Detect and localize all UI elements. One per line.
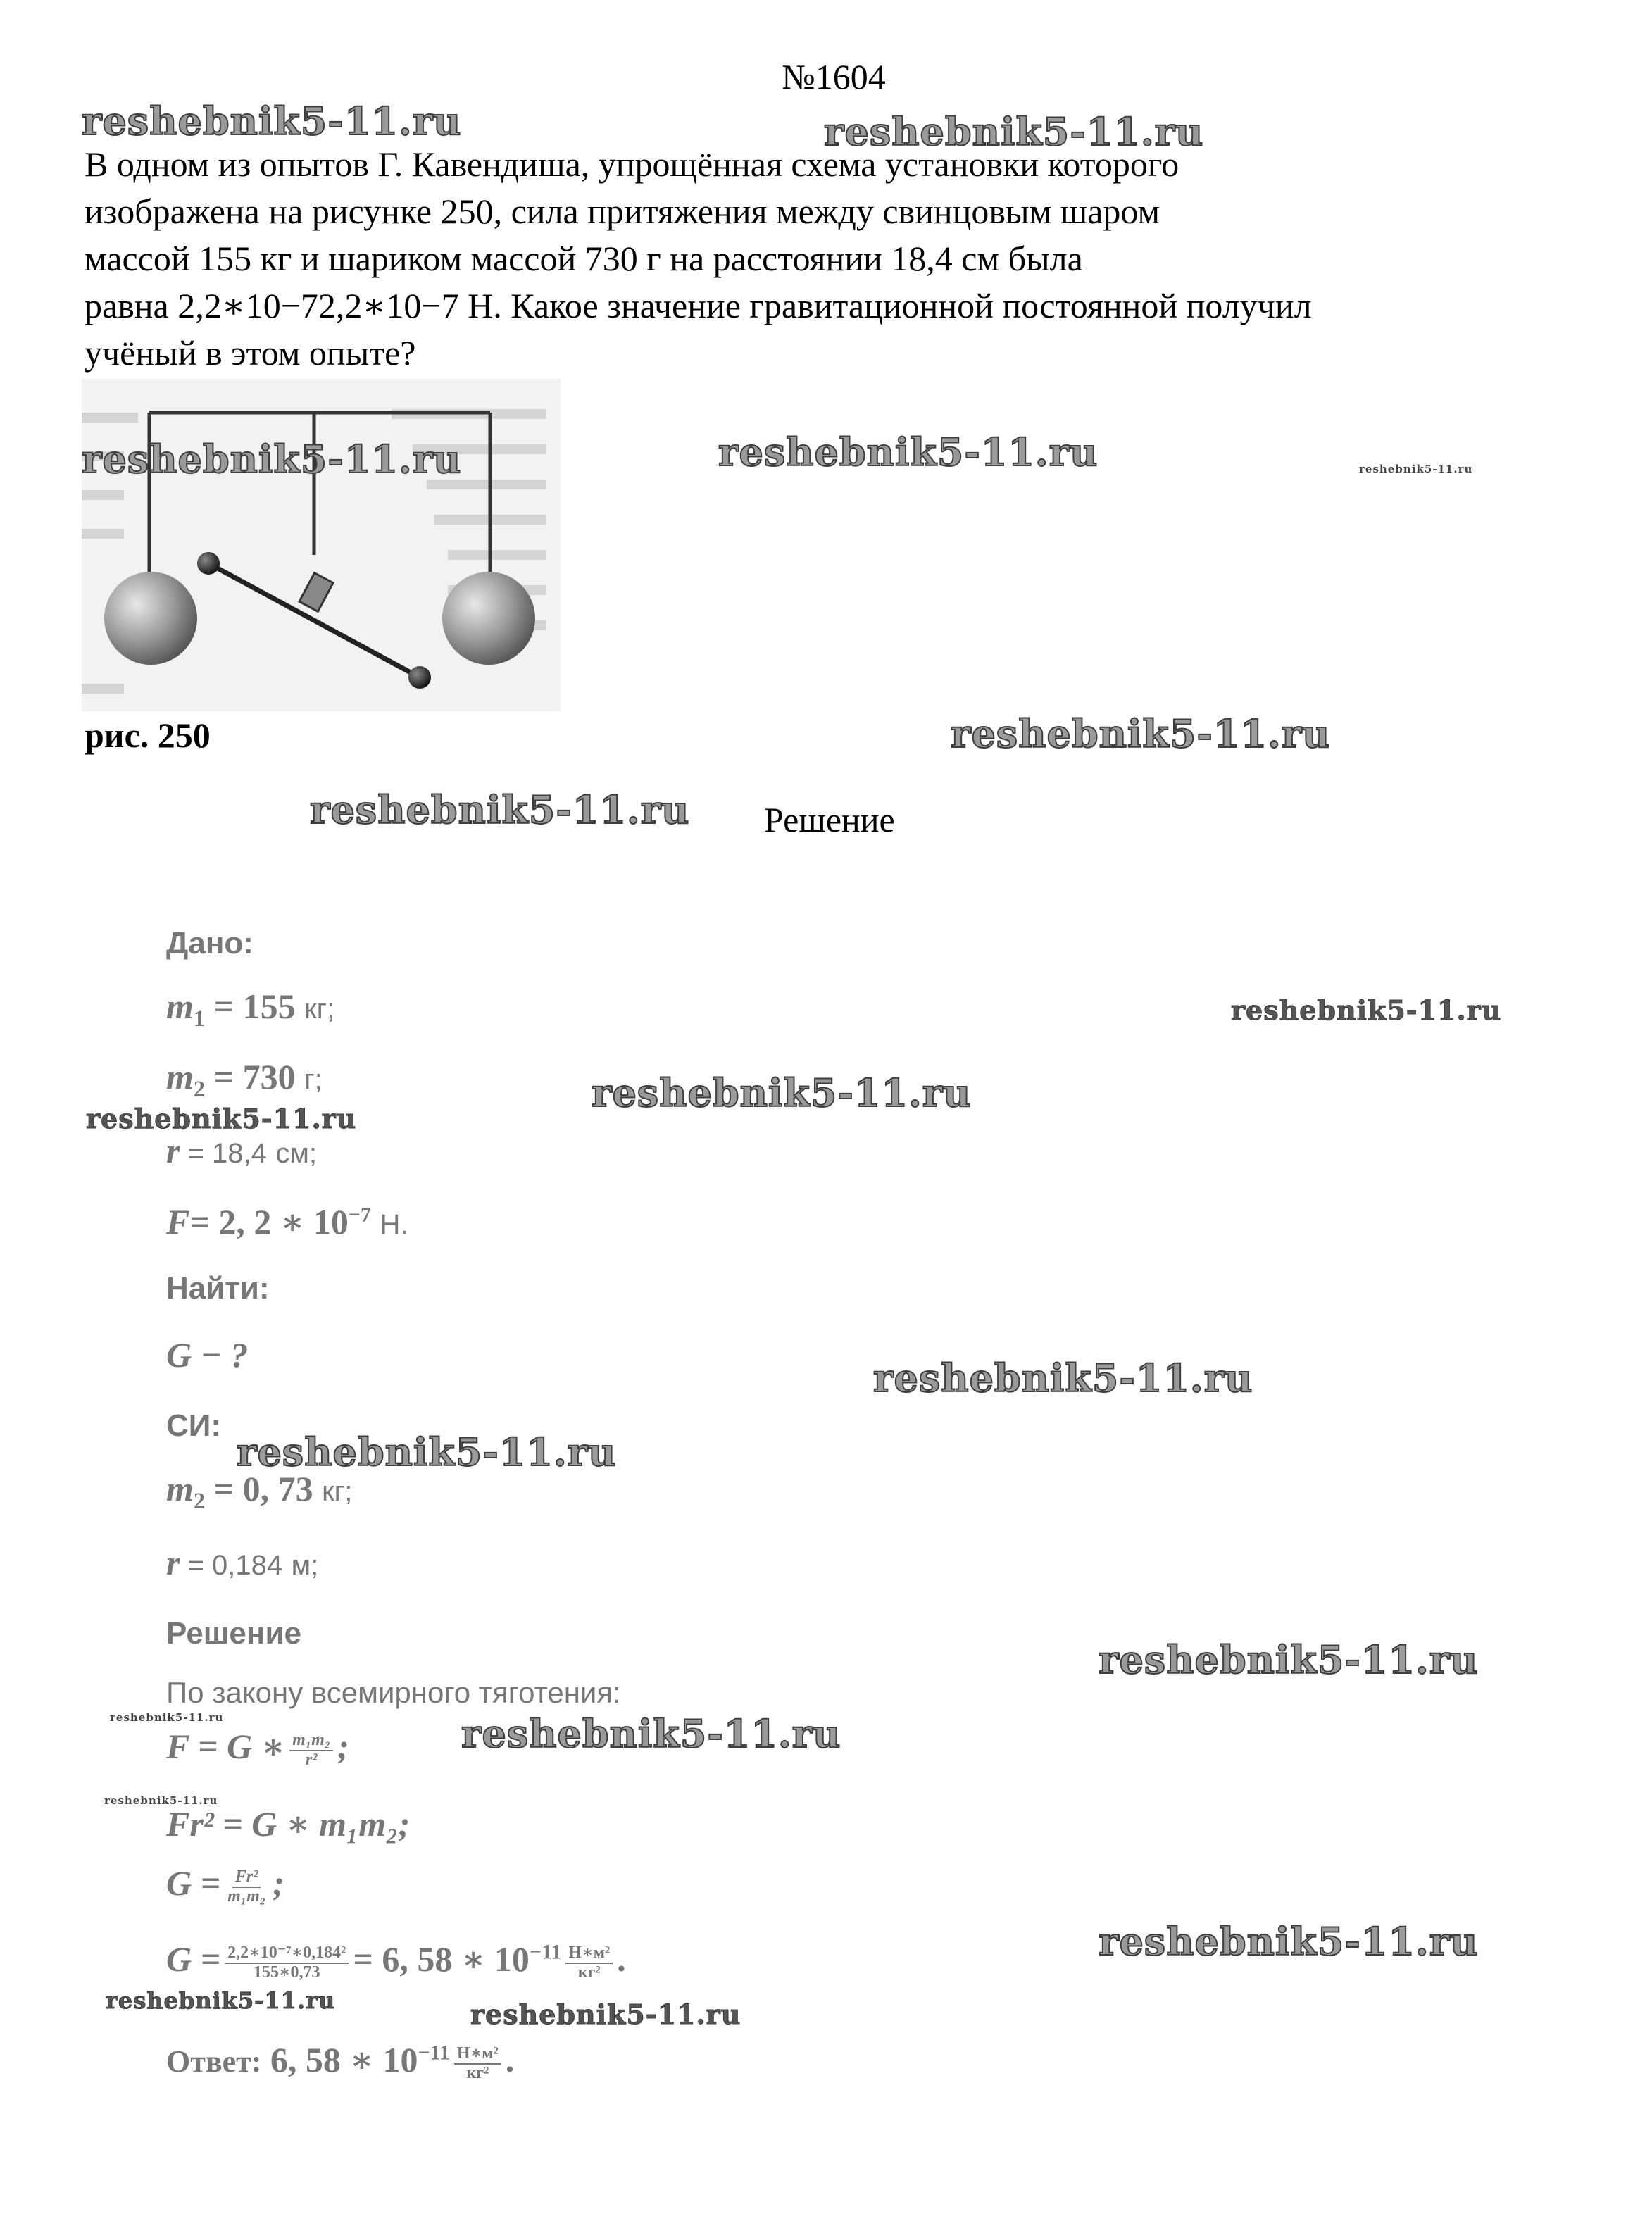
watermark: reshebnik5-11.ru (82, 99, 462, 144)
watermark: reshebnik5-11.ru (951, 711, 1331, 756)
watermark: reshebnik5-11.ru (1099, 1637, 1479, 1682)
cavendish-figure (82, 379, 561, 711)
solution-label: Решение (166, 1616, 301, 1651)
watermark: reshebnik5-11.ru (1231, 994, 1502, 1026)
problem-line: В одном из опытов Г. Кавендиша, упрощённая схема установки которого (85, 144, 1179, 184)
watermark: reshebnik5-11.ru (106, 1987, 336, 2014)
solution-heading: Решение (764, 800, 895, 839)
watermark: reshebnik5-11.ru (86, 1103, 357, 1134)
lead-ball-right (442, 572, 535, 665)
equation-1: F = G ∗ $\frac{\text{m₁m₂}}{\text{r²}}$ ; (166, 1727, 349, 1769)
watermark: reshebnik5-11.ru (470, 1998, 741, 2030)
si-m2: $m_2 = 0$, 73 кг; (166, 1469, 353, 1514)
small-ball-right (408, 666, 431, 689)
problem-line: учёный в этом опыте? (85, 333, 416, 373)
equation-3: G = $\frac{\text{Fr²}}{\text{m₁m₂}}$ ; (166, 1863, 284, 1906)
law-text: По закону всемирного тяготения: (166, 1676, 621, 1709)
answer: Ответ: 6, 58 ∗ $10^{-11}$ $\frac{\text{Н∗м²}}{\text{кг²}}$ . (166, 2040, 515, 2082)
watermark: reshebnik5-11.ru (592, 1070, 972, 1115)
watermark: reshebnik5-11.ru (461, 1711, 841, 1756)
problem-statement (85, 141, 1591, 377)
watermark: reshebnik5-11.ru (82, 437, 462, 482)
si-label: СИ: (166, 1408, 222, 1443)
equation-4: G = $\frac{\text{2,2∗10⁻⁷∗0,184²}}{155∗0,73}$ = 6, 58 ∗ $10^{-11}$ $\frac{\text{Н∗м²}}{\text{кг²}}$ . (166, 1939, 626, 1982)
problem-number: №1604 (782, 57, 886, 96)
si-r: r = 0,184 м; (166, 1543, 319, 1582)
given-m2: $m_2 = 730$ г; (166, 1057, 323, 1102)
small-ball-left (197, 552, 220, 575)
figure-caption: рис. 250 (85, 715, 211, 755)
equation-2: Fr² = G ∗ m₁m₂; (166, 1804, 411, 1844)
problem-line: равна 2,2∗10−72,2∗10−7 Н. Какое значение гравитационной постоянной получил (85, 286, 1312, 325)
watermark: reshebnik5-11.ru (104, 1794, 218, 1807)
watermark: reshebnik5-11.ru (718, 430, 1099, 475)
problem-line: изображена на рисунке 250, сила притяжения между свинцовым шаром (85, 192, 1160, 231)
problem-line: массой 155 кг и шариком массой 730 г на расстоянии 18,4 см была (85, 239, 1083, 278)
given-r: r = 18,4 см; (166, 1131, 318, 1170)
watermark: reshebnik5-11.ru (1099, 1919, 1479, 1964)
given-F: F= 2, 2 ∗ $10^{-7}$ Н. (166, 1202, 408, 1241)
watermark: reshebnik5-11.ru (873, 1356, 1253, 1401)
given-m1: $m_1 = 155$ кг; (166, 987, 335, 1032)
find-value: G − ? (166, 1335, 249, 1375)
find-label: Найти: (166, 1271, 270, 1306)
lead-ball-left (104, 572, 197, 665)
watermark: reshebnik5-11.ru (310, 787, 690, 832)
watermark: reshebnik5-11.ru (824, 109, 1204, 154)
watermark: reshebnik5-11.ru (237, 1429, 617, 1475)
watermark: reshebnik5-11.ru (110, 1711, 224, 1724)
given-label: Дано: (166, 926, 254, 961)
watermark: reshebnik5-11.ru (1359, 463, 1473, 475)
